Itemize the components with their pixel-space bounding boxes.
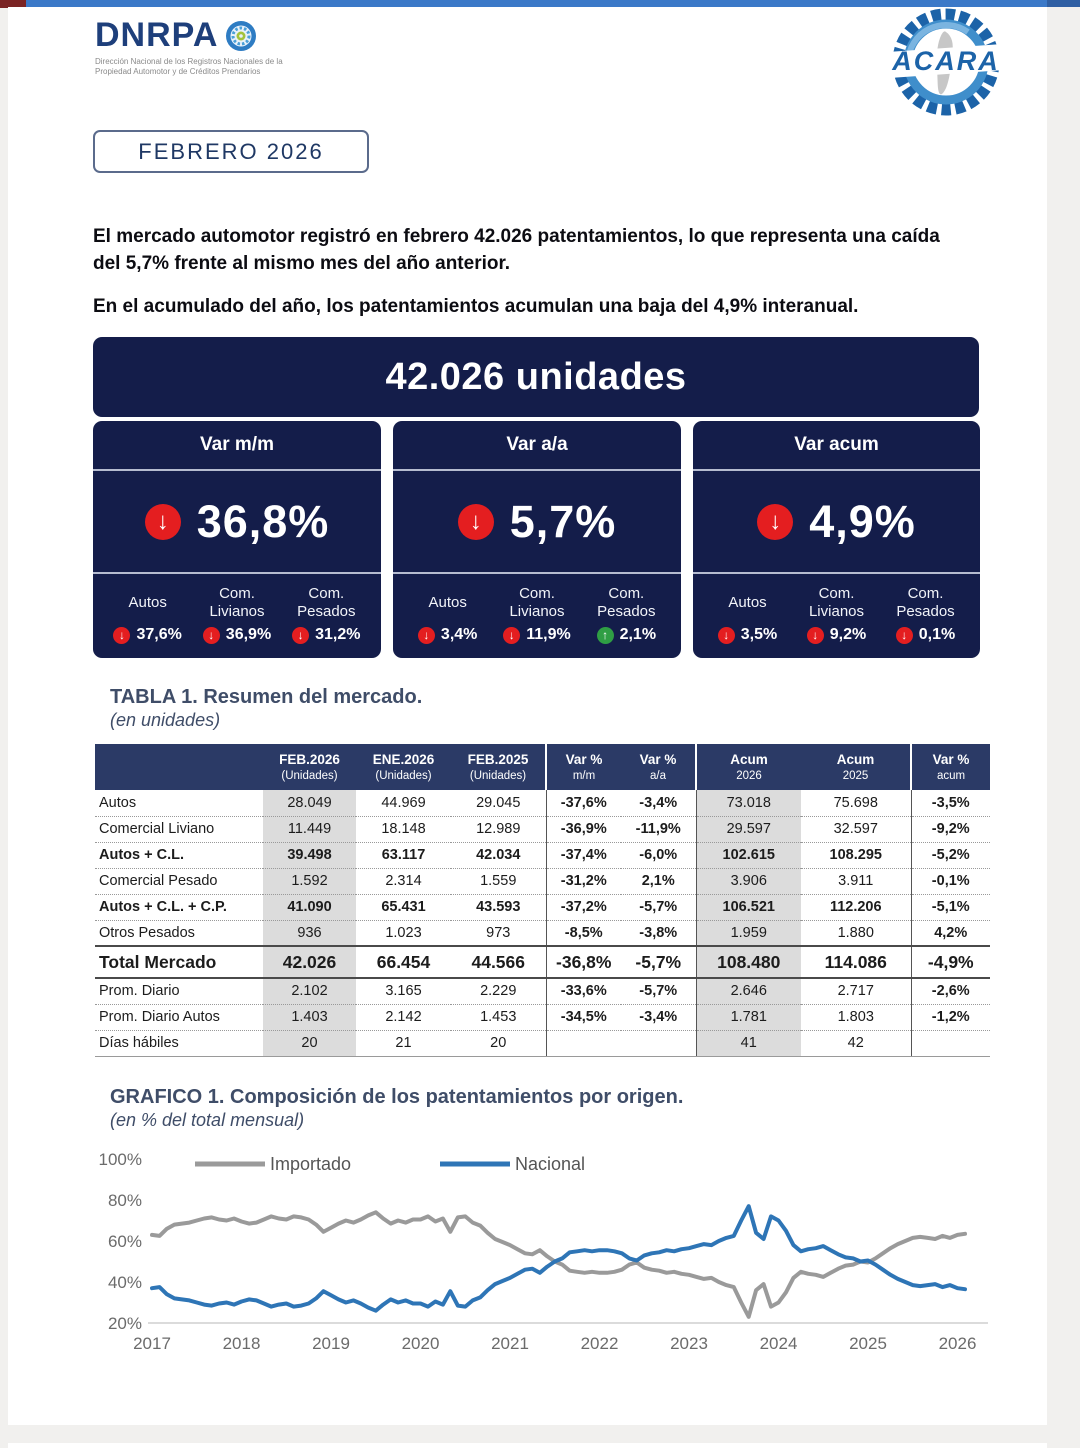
card-value: 4,9%	[809, 495, 916, 547]
segment-autos	[703, 580, 792, 644]
table-row-label: Prom. Diario Autos	[95, 1004, 263, 1030]
trend-arrow-icon: ↓	[503, 627, 520, 644]
table-cell: 65.431	[356, 894, 451, 920]
table-cell: 112.206	[801, 894, 911, 920]
x-tick-label: 2025	[849, 1334, 887, 1353]
trend-arrow-icon: ↓	[718, 627, 735, 644]
table-row-label: Comercial Liviano	[95, 816, 263, 842]
table-header-cell	[95, 744, 263, 790]
table-cell: 11.449	[263, 816, 356, 842]
chart-line-importado	[152, 1212, 965, 1317]
market-table-head-row	[95, 744, 990, 790]
x-tick-label: 2018	[222, 1334, 261, 1353]
table-row	[95, 978, 990, 1004]
table-cell: 41.090	[263, 894, 356, 920]
segment-value: 3,5%	[740, 626, 778, 643]
segment-com-pesados	[582, 580, 671, 644]
intro-paragraph-2: En el acumulado del año, los patentamientos acumulan una baja del 4,9% interanual.	[93, 296, 859, 317]
trend-arrow-icon: ↓	[292, 627, 309, 644]
table-cell: 1.023	[385, 924, 422, 941]
origin-chart-svg	[90, 1146, 990, 1361]
table-cell: 66.454	[356, 946, 451, 978]
table-cell: 43.593	[451, 894, 546, 920]
table-cell: -5,1%	[911, 894, 990, 920]
segment-value: 9,2%	[829, 626, 867, 643]
trend-arrow-icon: ↓	[458, 504, 494, 540]
dnrpa-subtitle-line1: Dirección Nacional de los Registros Nacionales de la	[95, 57, 283, 66]
table-cell: -37,2%	[546, 894, 621, 920]
table-cell: 1.803	[801, 1004, 911, 1030]
table-cell: 41	[696, 1030, 801, 1056]
table-cell: 20	[451, 1030, 546, 1056]
top-accent-bar-right	[1047, 0, 1080, 7]
table-cell: 102.615	[696, 842, 801, 868]
dnrpa-gear-icon	[224, 19, 258, 53]
trend-arrow-icon: ↑	[597, 627, 614, 644]
segment-label: Com. Pesados	[597, 585, 656, 620]
table-cell: -5,2%	[911, 842, 990, 868]
segment-autos	[403, 580, 492, 644]
table-cell: 12.989	[451, 816, 546, 842]
units-banner-text: 42.026 unidades	[385, 355, 687, 398]
x-tick-label: 2023	[670, 1334, 708, 1353]
segment-value: 36,9%	[225, 626, 272, 643]
segment-label: Autos	[728, 594, 767, 611]
trend-arrow-icon: ↓	[145, 504, 181, 540]
card-title: Var acum	[693, 421, 980, 471]
table-cell: 32.597	[801, 816, 911, 842]
table-cell: 20	[263, 1030, 356, 1056]
table-row-label: Días hábiles	[95, 1030, 263, 1056]
table-cell: -6,0%	[621, 842, 696, 868]
dnrpa-logo-text: DNRPA	[95, 16, 219, 54]
table-cell	[546, 1030, 621, 1056]
segment-com-livianos	[492, 580, 581, 644]
table-cell: 2.314	[356, 868, 451, 894]
legend-label: Importado	[270, 1154, 352, 1174]
segment-label: Com. Livianos	[209, 585, 265, 620]
chart-subtitle: (en % del total mensual)	[110, 1110, 305, 1130]
chart-line-nacional	[152, 1206, 965, 1311]
table-cell: 1.453	[451, 1004, 546, 1030]
table-row-label: Autos + C.L.	[95, 842, 263, 868]
table-cell: 28.049	[263, 790, 356, 816]
origin-chart	[90, 1146, 990, 1366]
period-box	[93, 130, 369, 173]
var-acum-card	[693, 421, 980, 658]
table-cell: -11,9%	[621, 816, 696, 842]
table-row-label: Autos	[95, 790, 263, 816]
table-cell: -1,2%	[911, 1004, 990, 1030]
table-cell: 1.559	[451, 868, 546, 894]
table-cell: -3,4%	[621, 1004, 696, 1030]
table-row-label: Otros Pesados	[99, 924, 195, 941]
table-cell: 21	[356, 1030, 451, 1056]
segment-autos	[103, 580, 192, 644]
card-value: 5,7%	[509, 495, 617, 547]
x-tick-label: 2019	[312, 1334, 350, 1353]
table-subtitle: (en unidades)	[110, 710, 221, 730]
table-cell: -3,4%	[621, 790, 696, 816]
card-title: Var m/m	[93, 421, 381, 471]
table-row	[95, 790, 990, 816]
acara-logo-text: ACARA	[892, 46, 1000, 76]
trend-arrow-icon: ↓	[757, 504, 793, 540]
table-cell: -37,6%	[546, 790, 621, 816]
y-tick-label: 100%	[98, 1150, 142, 1169]
y-tick-label: 20%	[107, 1314, 142, 1333]
table-row	[95, 868, 990, 894]
x-tick-label: 2026	[938, 1334, 977, 1353]
chart-x-axis	[133, 1334, 976, 1353]
card-value: 36,8%	[196, 495, 330, 547]
table-cell: 18.148	[356, 816, 451, 842]
table-cell: -9,2%	[911, 816, 990, 842]
table-cell: 114.086	[801, 946, 911, 978]
segment-value: 31,2%	[315, 626, 361, 643]
table-header-cell: Var % acum	[911, 744, 990, 790]
table-header-cell: Acum 2025	[801, 744, 911, 790]
segment-com-pesados	[282, 580, 371, 644]
table-cell: 3.906	[696, 868, 801, 894]
table-row-label: Comercial Pesado	[95, 868, 263, 894]
segment-value: 37,6%	[136, 626, 182, 643]
table-row	[95, 946, 990, 978]
segment-com-pesados	[881, 580, 970, 644]
table-cell: 1.592	[263, 868, 356, 894]
table-header-cell: ENE.2026 (Unidades)	[356, 744, 451, 790]
segment-label: Autos	[128, 594, 167, 611]
legend-label: Nacional	[515, 1154, 586, 1174]
table-row-label: Prom. Diario	[95, 978, 263, 1004]
segment-com-livianos	[792, 580, 881, 644]
segment-label: Com. Pesados	[297, 585, 356, 620]
table-cell: 42	[801, 1030, 911, 1056]
table-cell: 29.045	[451, 790, 546, 816]
table-cell: 1.403	[263, 1004, 356, 1030]
y-tick-label: 60%	[107, 1232, 142, 1251]
table-cell: 2,1%	[621, 868, 696, 894]
x-tick-label: 2024	[759, 1334, 798, 1353]
table-cell: -33,6%	[546, 978, 621, 1004]
table-row	[95, 920, 990, 946]
x-tick-label: 2021	[491, 1334, 529, 1353]
acara-tire-icon	[880, 6, 1010, 118]
segment-com-livianos	[192, 580, 281, 644]
table-cell: -37,4%	[546, 842, 621, 868]
table-cell: -4,9%	[911, 946, 990, 978]
acara-logo	[880, 6, 1010, 118]
table-cell: 63.117	[356, 842, 451, 868]
table-cell: -34,5%	[546, 1004, 621, 1030]
table-header-cell: Var % a/a	[621, 744, 696, 790]
x-tick-label: 2020	[401, 1334, 440, 1353]
table-title: TABLA 1. Resumen del mercado.	[110, 686, 423, 708]
segment-value: 11,9%	[526, 626, 571, 643]
table-cell: 973	[486, 924, 511, 941]
units-banner	[93, 337, 979, 417]
var-mm-card	[93, 421, 381, 658]
table-cell: 108.295	[801, 842, 911, 868]
table-cell: 44.969	[356, 790, 451, 816]
table-cell: -31,2%	[546, 868, 621, 894]
var-aa-card	[393, 421, 681, 658]
y-tick-label: 80%	[107, 1191, 142, 1210]
table-cell: -36,9%	[546, 816, 621, 842]
table-cell: -3,8%	[639, 924, 678, 941]
segment-label: Com. Livianos	[808, 585, 865, 620]
trend-arrow-icon: ↓	[418, 627, 435, 644]
trend-arrow-icon: ↓	[807, 627, 824, 644]
table-row	[95, 1004, 990, 1030]
table-cell: 936	[263, 920, 356, 946]
table-cell: 1.959	[696, 920, 801, 946]
table-cell: 1.781	[696, 1004, 801, 1030]
table-cell: 75.698	[801, 790, 911, 816]
segment-value: 2,1%	[619, 626, 657, 643]
trend-arrow-icon: ↓	[203, 627, 220, 644]
segment-label: Com. Pesados	[896, 585, 955, 620]
table-cell: 73.018	[696, 790, 801, 816]
table-header-cell: Var % m/m	[546, 744, 621, 790]
table-row	[95, 1030, 990, 1056]
table-cell: 2.646	[696, 978, 801, 1004]
table-cell: 29.597	[696, 816, 801, 842]
next-page-edge	[8, 1443, 1047, 1448]
card-title: Var a/a	[393, 421, 681, 471]
table-cell: -5,7%	[621, 946, 696, 978]
market-table-body	[95, 790, 990, 1056]
segment-label: Autos	[428, 594, 467, 611]
table-cell: 2.717	[801, 978, 911, 1004]
table-row	[95, 842, 990, 868]
market-summary-table	[95, 744, 990, 1057]
trend-arrow-icon: ↓	[896, 627, 913, 644]
table-cell: 42.034	[451, 842, 546, 868]
dnrpa-logo	[95, 16, 283, 78]
table-row-label: Total Mercado	[95, 946, 263, 978]
table-cell: 44.566	[451, 946, 546, 978]
chart-title: GRAFICO 1. Composición de los patentamientos por origen.	[110, 1086, 684, 1108]
table-cell: -8,5%	[546, 920, 621, 946]
x-tick-label: 2022	[580, 1334, 619, 1353]
table-cell: 108.480	[696, 946, 801, 978]
table-cell: 2.142	[356, 1004, 451, 1030]
table-cell	[621, 1030, 696, 1056]
segment-value: 0,1%	[918, 626, 956, 643]
table-cell: 42.026	[263, 946, 356, 978]
table-cell: -0,1%	[911, 868, 990, 894]
table-row-label: Autos + C.L. + C.P.	[95, 894, 263, 920]
table-header-cell: Acum 2026	[696, 744, 801, 790]
table-cell: -2,6%	[911, 978, 990, 1004]
table-header-cell: FEB.2026 (Unidades)	[263, 744, 356, 790]
table-cell: 2.102	[263, 978, 356, 1004]
table-cell: -36,8%	[546, 946, 621, 978]
chart-legend	[195, 1154, 585, 1174]
table-cell: 2.229	[451, 978, 546, 1004]
table-cell	[911, 1030, 990, 1056]
trend-arrow-icon: ↓	[113, 627, 130, 644]
table-row	[95, 816, 990, 842]
table-cell: 1.880	[837, 924, 874, 941]
table-header-cell: FEB.2025 (Unidades)	[451, 744, 546, 790]
y-tick-label: 40%	[107, 1273, 142, 1292]
table-cell: -5,7%	[621, 894, 696, 920]
chart-series-group	[152, 1206, 965, 1317]
table-cell: 4,2%	[911, 920, 990, 946]
x-tick-label: 2017	[133, 1334, 171, 1353]
segment-label: Com. Livianos	[509, 585, 565, 620]
table-cell: 106.521	[696, 894, 801, 920]
segment-value: 3,4%	[440, 626, 478, 643]
chart-y-axis	[99, 1150, 142, 1333]
table-cell: -5,7%	[621, 978, 696, 1004]
table-row	[95, 894, 990, 920]
intro-paragraph-1: El mercado automotor registró en febrero 42.026 patentamientos, lo que representa una caída del 5,7% frente al mismo mes del año anterior.	[93, 226, 940, 274]
table-cell: 3.165	[356, 978, 451, 1004]
period-label: FEBRERO 2026	[138, 138, 324, 164]
table-cell: -3,5%	[911, 790, 990, 816]
table-cell: 3.911	[801, 868, 911, 894]
table-cell: 39.498	[263, 842, 356, 868]
dnrpa-subtitle-line2: Propiedad Automotor y de Créditos Prendarios	[95, 67, 261, 77]
